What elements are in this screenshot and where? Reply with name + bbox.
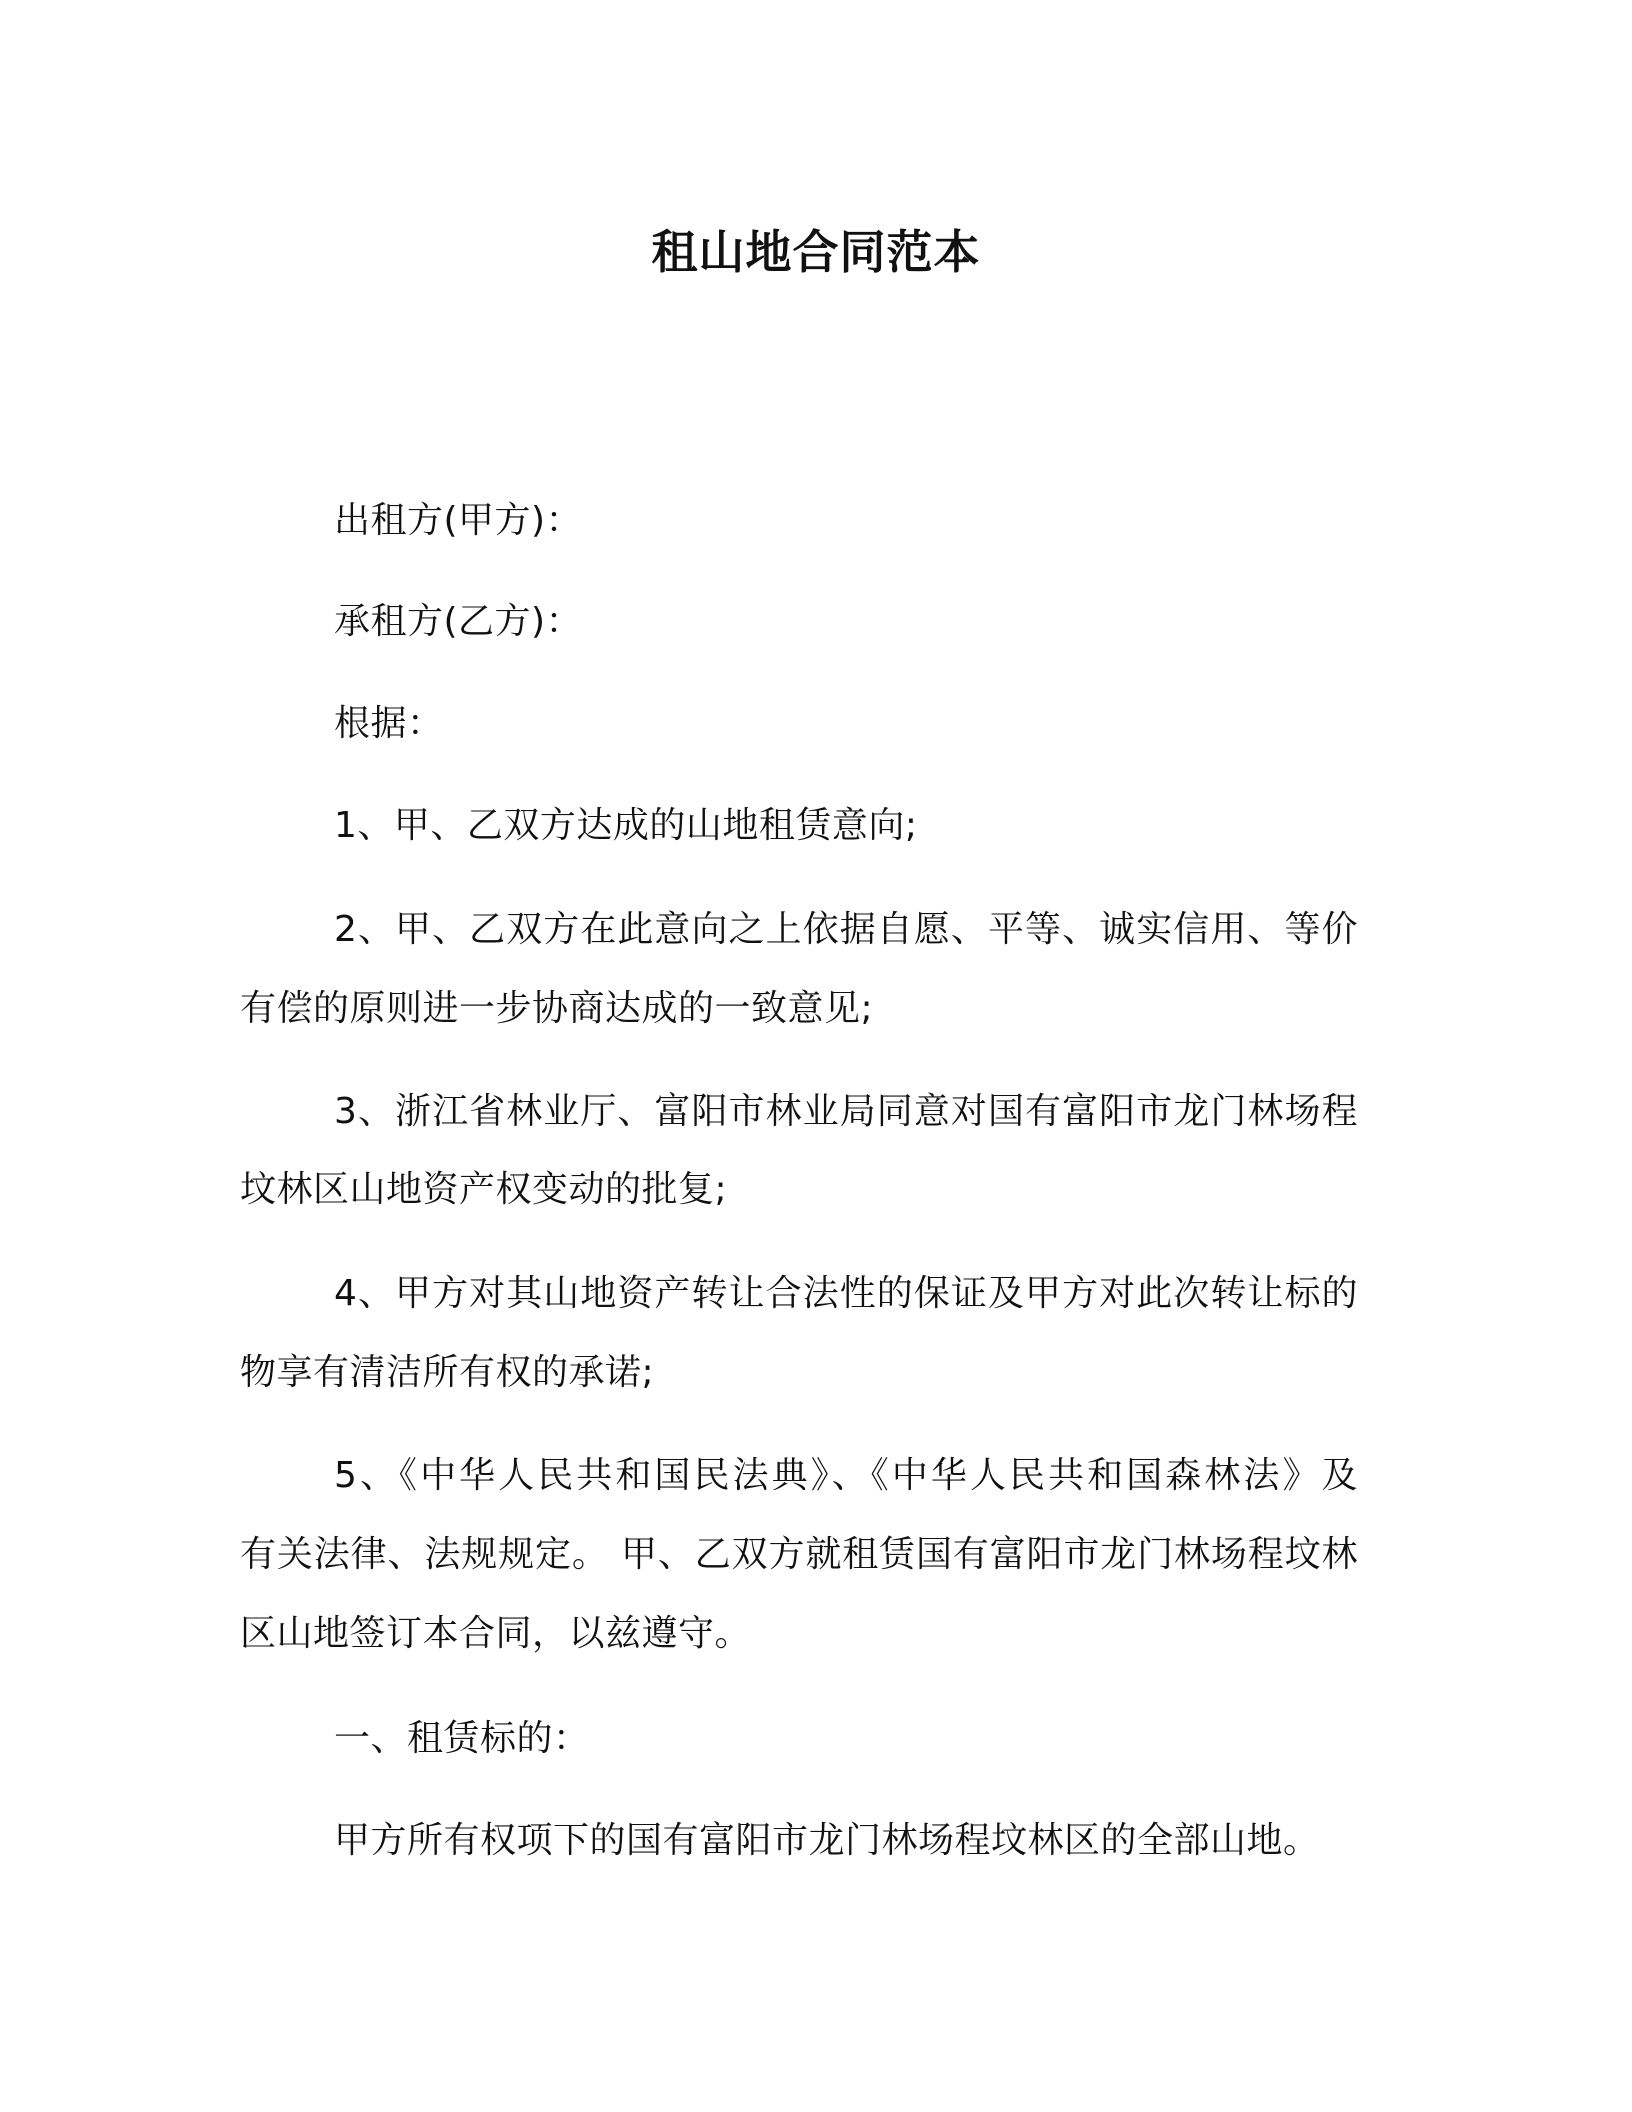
basis-item-3-line-1: 3、浙江省林业厅、富阳市林业局同意对国有富阳市龙门林场程 (334, 1091, 1358, 1132)
basis-line: 根据： (334, 703, 444, 744)
basis-item-1: 1、甲、乙双方达成的山地租赁意向; (334, 805, 918, 846)
basis-item-2-line-2: 有偿的原则进一步协商达成的一致意见; (240, 988, 874, 1029)
basis-item-5-line-2: 有关法律、法规规定。 甲、乙双方就租赁国有富阳市龙门林场程坟林 (240, 1534, 1358, 1575)
section-1-text: 甲方所有权项下的国有富阳市龙门林场程坟林区的全部山地。 (334, 1820, 1320, 1861)
basis-item-4-line-1: 4、甲方对其山地资产转让合法性的保证及甲方对此次转让标的 (334, 1273, 1358, 1314)
section-1-heading: 一、租赁标的： (334, 1718, 590, 1759)
document-title: 租山地合同范本 (651, 225, 981, 279)
lessor-line: 出租方(甲方)： (334, 500, 583, 541)
lessee-line: 承租方(乙方)： (334, 601, 583, 642)
basis-item-4-line-2: 物享有清洁所有权的承诺; (240, 1352, 655, 1393)
basis-item-5-line-1: 5、《中华人民共和国民法典》、《中华人民共和国森林法》及 (334, 1455, 1358, 1496)
basis-item-3-line-2: 坟林区山地资产权变动的批复; (240, 1169, 728, 1210)
basis-item-2-line-1: 2、甲、乙双方在此意向之上依据自愿、平等、诚实信用、等价 (334, 909, 1358, 950)
basis-item-5-line-3: 区山地签订本合同，以兹遵守。 (240, 1613, 752, 1654)
